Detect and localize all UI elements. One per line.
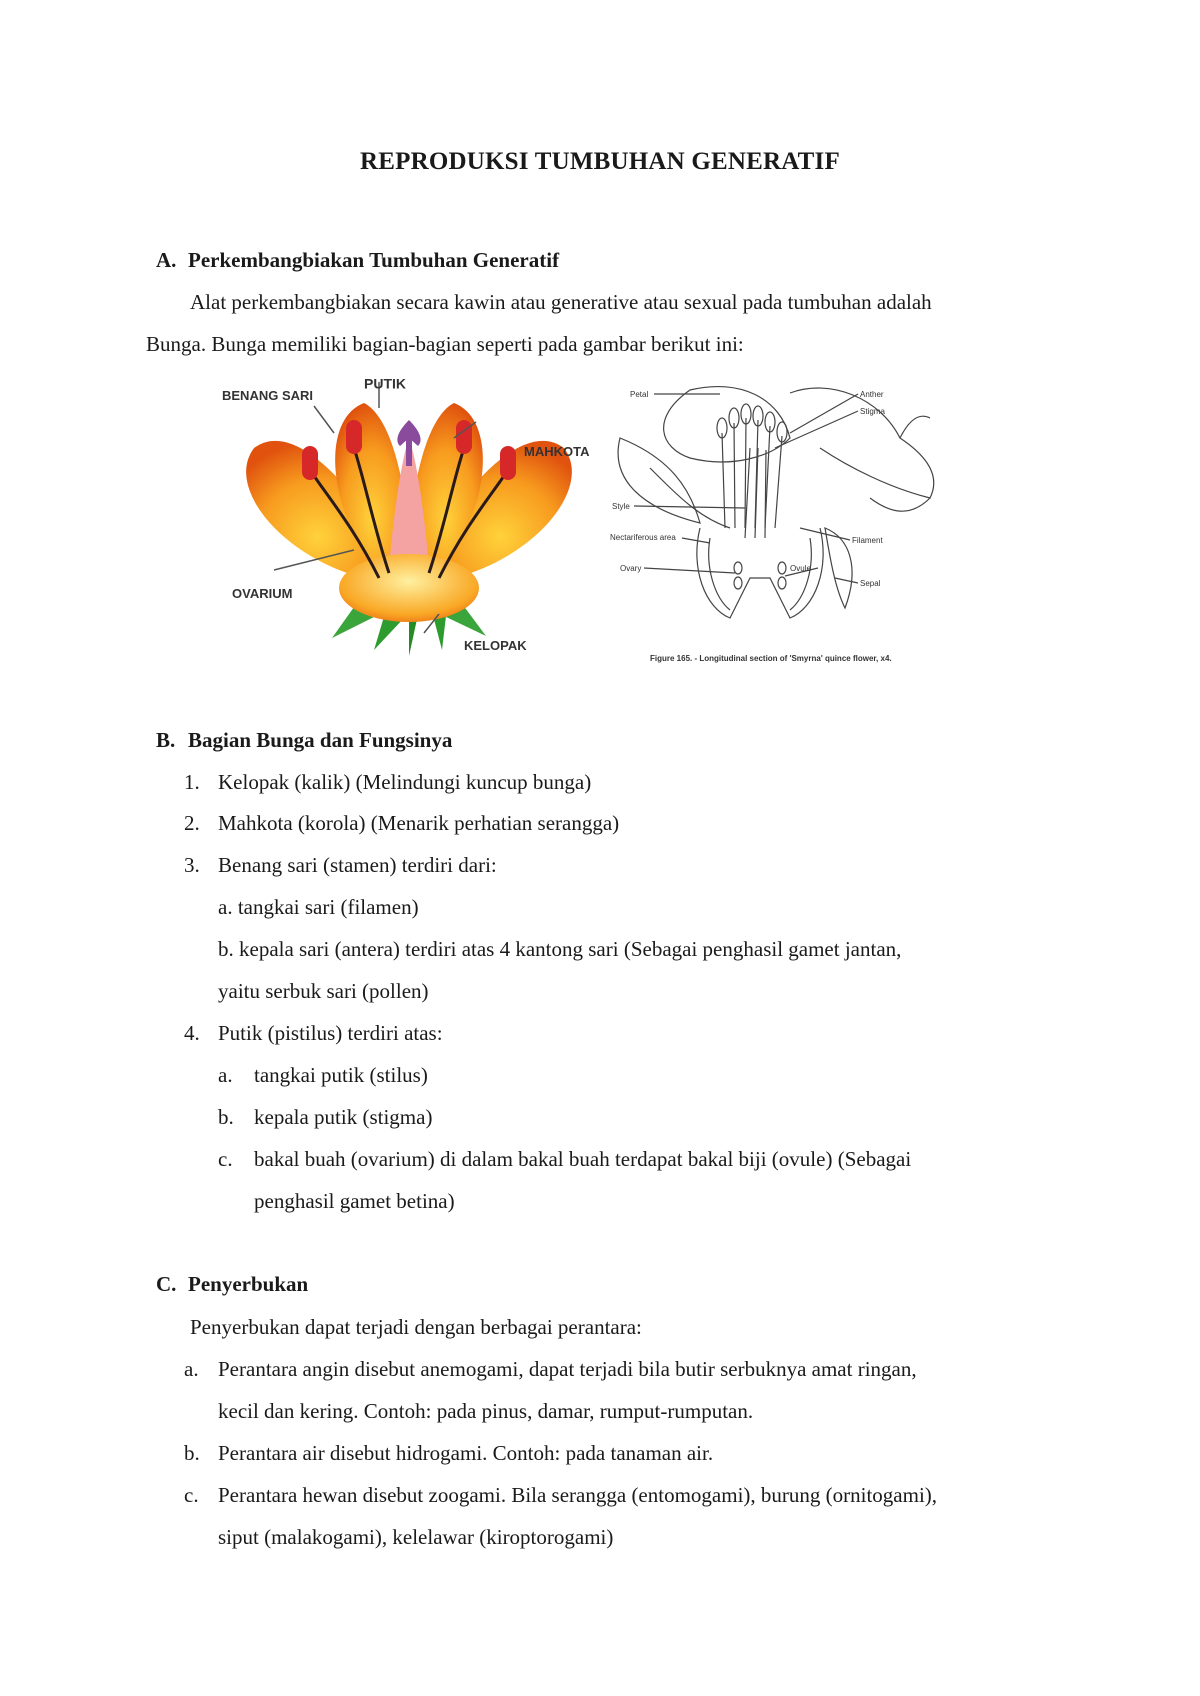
section-a-paragraph-line-2: Bunga. Bunga memiliki bagian-bagian seperti pada gambar berikut ini: bbox=[146, 332, 744, 356]
list-item-text: Perantara hewan disebut zoogami. Bila serangga (entomogami), burung (ornitogami), bbox=[218, 1483, 938, 1507]
label-ovarium: OVARIUM bbox=[232, 586, 293, 601]
section-c-intro: Penyerbukan dapat terjadi dengan berbagai perantara: bbox=[190, 1315, 642, 1339]
stamen-sub-b-line-1: b. kepala sari (antera) terdiri atas 4 kantong sari (Sebagai penghasil gamet jantan, bbox=[218, 937, 902, 961]
pistil-sub-text: tangkai putik (stilus) bbox=[254, 1063, 428, 1087]
list-item-text-continued: kecil dan kering. Contoh: pada pinus, damar, rumput-rumputan. bbox=[218, 1399, 754, 1423]
label-benang-sari: BENANG SARI bbox=[222, 388, 314, 403]
list-item-text: Mahkota (korola) (Menarik perhatian serangga) bbox=[218, 811, 620, 835]
section-c-letter: C. bbox=[156, 1272, 177, 1296]
label-kelopak: KELOPAK bbox=[464, 638, 527, 653]
section-b-letter: B. bbox=[156, 728, 176, 752]
section-a-paragraph-line-1: Alat perkembangbiakan secara kawin atau generative atau sexual pada tumbuhan adalah bbox=[190, 290, 932, 314]
page-title: REPRODUKSI TUMBUHAN GENERATIF bbox=[360, 148, 840, 175]
pistil-sub-c-line-2: penghasil gamet betina) bbox=[254, 1189, 455, 1213]
label-putik: PUTIK bbox=[364, 378, 406, 392]
section-c-title: Penyerbukan bbox=[188, 1272, 309, 1296]
list-item-text: Putik (pistilus) terdiri atas: bbox=[218, 1021, 443, 1045]
stamen-sub-b-line-2: yaitu serbuk sari (pollen) bbox=[218, 979, 429, 1003]
figure-caption: Figure 165. - Longitudinal section of 'Smyrna' quince flower, x4. bbox=[650, 654, 892, 663]
list-item-letter: b. bbox=[184, 1441, 200, 1465]
label-style: Style bbox=[612, 502, 630, 511]
label-sepal: Sepal bbox=[860, 579, 881, 588]
section-a-letter: A. bbox=[156, 248, 177, 272]
list-item-number: 4. bbox=[184, 1021, 200, 1045]
list-item-text: Benang sari (stamen) terdiri dari: bbox=[218, 853, 497, 877]
label-stigma: Stigma bbox=[860, 407, 885, 416]
pistil-sub-letter: a. bbox=[218, 1063, 233, 1087]
flower-section-drawing bbox=[610, 378, 990, 678]
list-item-letter: a. bbox=[184, 1357, 199, 1381]
label-mahkota: MAHKOTA bbox=[524, 444, 590, 459]
stamen-sub-a: a. tangkai sari (filamen) bbox=[218, 895, 419, 919]
list-item-text-continued: siput (malakogami), kelelawar (kiroptorogami) bbox=[218, 1525, 614, 1549]
label-filament: Filament bbox=[852, 536, 883, 545]
list-item-text: Perantara angin disebut anemogami, dapat terjadi bila butir serbuknya amat ringan, bbox=[218, 1357, 917, 1381]
label-ovule: Ovule bbox=[790, 564, 811, 573]
pistil-sub-text: kepala putik (stigma) bbox=[254, 1105, 433, 1129]
label-anther: Anther bbox=[860, 390, 884, 399]
list-item-text: Perantara air disebut hidrogami. Contoh: pada tanaman air. bbox=[218, 1441, 714, 1465]
list-item-text: Kelopak (kalik) (Melindungi kuncup bunga) bbox=[218, 770, 592, 794]
list-item-number: 3. bbox=[184, 853, 200, 877]
flower-diagram-colored bbox=[214, 378, 604, 658]
label-nectariferous: Nectariferous area bbox=[610, 533, 676, 542]
list-item-number: 2. bbox=[184, 811, 200, 835]
list-item-letter: c. bbox=[184, 1483, 199, 1507]
label-ovary: Ovary bbox=[620, 564, 642, 573]
section-a-title: Perkembangbiakan Tumbuhan Generatif bbox=[188, 248, 560, 272]
section-b-title: Bagian Bunga dan Fungsinya bbox=[188, 728, 453, 752]
pistil-sub-text: bakal buah (ovarium) di dalam bakal buah terdapat bakal biji (ovule) (Sebagai bbox=[254, 1147, 912, 1171]
list-item-number: 1. bbox=[184, 770, 200, 794]
label-petal: Petal bbox=[630, 390, 649, 399]
pistil-sub-letter: b. bbox=[218, 1105, 234, 1129]
pistil-sub-letter: c. bbox=[218, 1147, 233, 1171]
